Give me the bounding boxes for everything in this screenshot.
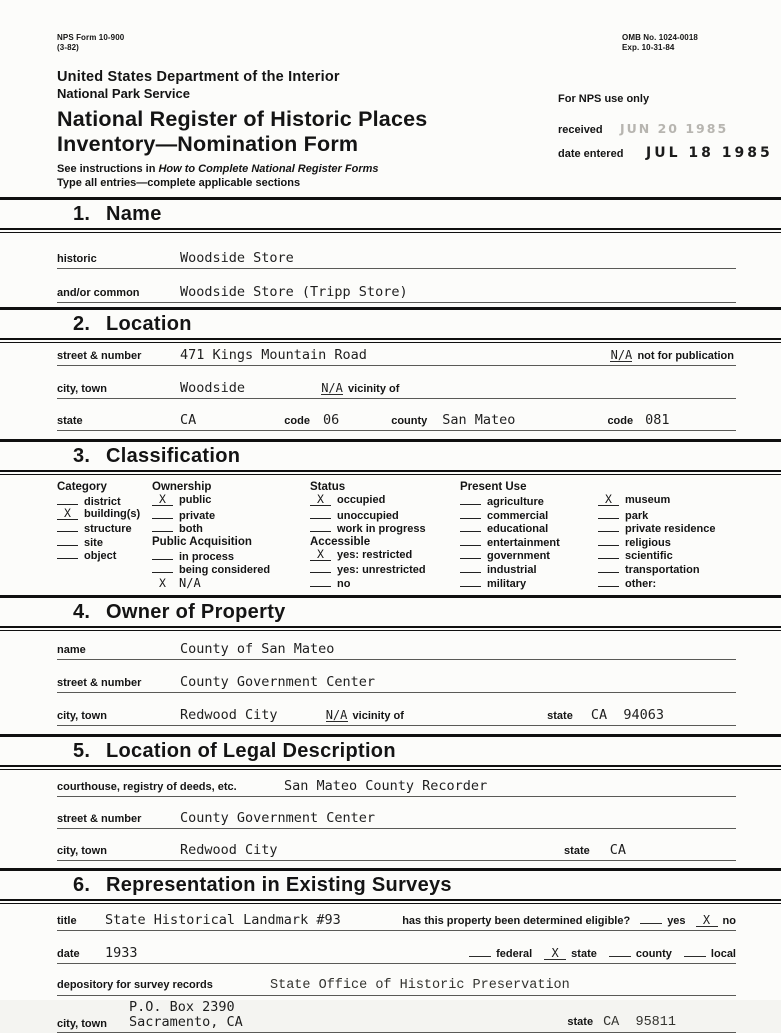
- historic-value: Woodside Store: [180, 250, 294, 266]
- option-buildings: [57, 505, 152, 522]
- instructions: [57, 163, 379, 190]
- checkbox-blank: X: [310, 550, 331, 561]
- section-3-name: Classification: [106, 445, 241, 467]
- federal-blank: [469, 945, 491, 957]
- omb-expiration: Exp. 10-31-84: [622, 42, 675, 52]
- checkbox-label: being considered: [179, 564, 271, 577]
- checkbox-label: no: [337, 577, 351, 590]
- date-entered-label: date entered: [558, 148, 624, 160]
- date-entered-stamp: JUL 18 1985: [646, 145, 773, 161]
- option-scientific: [598, 548, 736, 562]
- checkbox-blank: [152, 549, 173, 560]
- option-commercial: [460, 508, 598, 522]
- survey-level-group: [469, 945, 736, 960]
- local-blank: [684, 945, 706, 957]
- local-option-label: local: [710, 947, 736, 960]
- vicinity-group: [321, 383, 399, 395]
- legal-city-label: city, town: [57, 844, 107, 857]
- checkbox-label: work in progress: [337, 523, 426, 536]
- common-name-value: Woodside Store (Tripp Store): [180, 284, 408, 300]
- county-code-value: 081: [645, 412, 670, 428]
- option-unoccupied: [310, 508, 460, 522]
- vicinity-label: vicinity of: [348, 383, 400, 395]
- checkbox-label: building(s): [84, 507, 141, 520]
- owner-street-value: County Government Center: [180, 673, 376, 690]
- survey-state-group: [567, 1015, 676, 1030]
- owner-street-label: street & number: [57, 676, 142, 689]
- courthouse-value: San Mateo County Recorder: [284, 777, 488, 794]
- present-use-column-2: [598, 480, 736, 590]
- checkbox-blank: [152, 508, 173, 519]
- survey-city-line2: Sacramento, CA: [129, 1013, 243, 1030]
- checkbox-label: scientific: [625, 550, 673, 563]
- option-na: [152, 576, 310, 590]
- form-number: NPS Form 10-900: [57, 33, 125, 42]
- checkbox-blank: [57, 548, 78, 559]
- option-site: [57, 535, 152, 549]
- checkbox-blank: [460, 562, 481, 573]
- not-for-publication-label: not for publication: [637, 350, 734, 362]
- form-title-line2: Inventory—Nomination Form: [57, 131, 359, 156]
- field-row-owner-name: [57, 641, 736, 660]
- date-entered-row: [558, 145, 778, 161]
- owner-name-label: name: [57, 643, 86, 656]
- option-industrial: [460, 562, 598, 576]
- section-4-title: [0, 598, 781, 626]
- checkbox-blank: [310, 562, 331, 573]
- field-row-common-name: [57, 284, 736, 303]
- field-row-survey-city: [57, 1000, 736, 1033]
- status-column: [310, 480, 460, 590]
- checkbox-label: transportation: [625, 563, 700, 576]
- city-label: city, town: [57, 383, 107, 395]
- checkbox-label: structure: [84, 523, 132, 536]
- form-title: [57, 107, 427, 156]
- option-religious: [598, 535, 736, 549]
- option-yes-restricted: [310, 546, 460, 563]
- section-underline: [0, 470, 781, 475]
- street-value: 471 Kings Mountain Road: [180, 347, 367, 363]
- section-6-number: 6.: [73, 873, 91, 896]
- checkbox-blank: [152, 521, 173, 532]
- owner-state-value: CA 94063: [590, 706, 664, 723]
- county-blank: [609, 945, 631, 957]
- received-label: received: [558, 124, 603, 136]
- omb-block: [622, 33, 698, 52]
- present-use-header: Present Use: [460, 481, 527, 493]
- not-for-publication-mark: N/A: [610, 348, 633, 362]
- option-being-considered: [152, 562, 310, 576]
- bureau-name: National Park Service: [57, 86, 190, 101]
- checkbox-blank: [460, 576, 481, 587]
- survey-date-label: date: [57, 947, 80, 960]
- survey-date-value: 1933: [105, 944, 138, 961]
- section-underline: [0, 228, 781, 233]
- checkbox-label: private residence: [625, 523, 716, 536]
- section-2-header: [0, 307, 781, 343]
- eligible-yes-blank: [640, 912, 662, 924]
- option-both: [152, 521, 310, 535]
- survey-title-label: title: [57, 914, 77, 927]
- form-letterhead: [0, 0, 781, 197]
- section-6-title: [0, 871, 781, 899]
- checkbox-blank: X: [159, 575, 166, 590]
- state-code-value: 06: [322, 412, 340, 428]
- survey-title-value: State Historical Landmark #93: [105, 911, 341, 928]
- option-educational: [460, 521, 598, 535]
- option-park: [598, 508, 736, 522]
- owner-state-label: state: [547, 709, 573, 722]
- checkbox-blank: [152, 562, 173, 573]
- owner-name-value: County of San Mateo: [180, 640, 335, 657]
- section-2-title: [0, 310, 781, 338]
- section-underline: [0, 338, 781, 343]
- received-date-stamp: JUN 20 1985: [620, 121, 729, 136]
- nps-use-only-label: For NPS use only: [558, 93, 650, 105]
- section-underline: [0, 899, 781, 904]
- checkbox-blank: [57, 521, 78, 532]
- option-public: [152, 494, 310, 508]
- checkbox-label: both: [179, 523, 203, 536]
- section-1-title: [0, 200, 781, 228]
- checkbox-blank: [460, 508, 481, 519]
- option-district: [57, 494, 152, 508]
- state-label: state: [57, 415, 83, 427]
- checkbox-blank: X: [598, 495, 619, 506]
- option-private-residence: [598, 521, 736, 535]
- section-6-header: [0, 868, 781, 904]
- vicinity-mark: N/A: [321, 381, 343, 395]
- na-typed-value: N/A: [179, 575, 201, 590]
- section-3-title: [0, 442, 781, 470]
- eligible-no-label: no: [722, 914, 736, 927]
- owner-vicinity-mark: N/A: [325, 707, 348, 722]
- checkbox-label: commercial: [487, 509, 549, 522]
- checkbox-blank: [460, 535, 481, 546]
- federal-label: federal: [496, 947, 533, 960]
- checkbox-label: in process: [179, 550, 235, 563]
- county-value: San Mateo: [442, 412, 516, 428]
- checkbox-blank: [460, 548, 481, 559]
- state-blank: X: [544, 948, 566, 960]
- checkbox-label: military: [487, 577, 527, 590]
- field-row-depository: [57, 978, 736, 996]
- checkbox-blank: X: [310, 495, 331, 506]
- eligible-question: has this property been determined eligible?: [402, 914, 631, 927]
- section-1-name: Name: [106, 203, 162, 225]
- present-use-column: [460, 480, 598, 590]
- instructions-manual-title: How to Complete National Register Forms: [158, 163, 379, 175]
- historic-label: historic: [57, 253, 97, 265]
- state-option-label: state: [571, 947, 597, 960]
- owner-city-label: city, town: [57, 709, 107, 722]
- county-label: county: [391, 415, 428, 427]
- field-row-owner-street: [57, 674, 736, 693]
- checkbox-blank: [598, 576, 619, 587]
- legal-state-group: [564, 842, 626, 858]
- checkbox-blank: [460, 521, 481, 532]
- checkbox-label: occupied: [337, 494, 386, 506]
- form-revision: (3-82): [57, 42, 79, 52]
- form-number-block: [57, 33, 124, 52]
- instructions-line1: [57, 163, 379, 177]
- field-row-survey-title: [57, 912, 736, 931]
- option-occupied: [310, 494, 460, 508]
- field-row-city: [57, 380, 736, 399]
- checkbox-label: park: [625, 509, 649, 522]
- field-row-historic-name: [57, 250, 736, 269]
- section-5-number: 5.: [73, 739, 91, 762]
- field-row-legal-street: [57, 810, 736, 829]
- checkbox-label: site: [84, 536, 103, 549]
- ownership-header: Ownership: [152, 481, 212, 493]
- legal-city-value: Redwood City: [180, 841, 278, 858]
- checkbox-blank: [598, 508, 619, 519]
- section-4-name: Owner of Property: [106, 600, 286, 623]
- courthouse-label: courthouse, registry of deeds, etc.: [57, 780, 237, 793]
- option-other: [598, 576, 736, 590]
- checkbox-blank: X: [57, 509, 78, 520]
- checkbox-blank: [598, 562, 619, 573]
- checkbox-blank: X: [152, 495, 173, 506]
- legal-street-value: County Government Center: [180, 809, 376, 826]
- section-1-number: 1.: [73, 203, 91, 225]
- checkbox-blank: [598, 535, 619, 546]
- category-header: Category: [57, 481, 107, 493]
- field-row-street: [57, 347, 736, 366]
- status-header: Status: [310, 481, 346, 493]
- checkbox-blank: [598, 548, 619, 559]
- not-for-publication-group: [610, 350, 734, 362]
- county-option-label: county: [635, 947, 672, 960]
- instructions-line2: Type all entries—complete applicable sections: [57, 176, 301, 189]
- field-row-owner-city: [57, 707, 736, 726]
- option-government: [460, 548, 598, 562]
- checkbox-label: government: [487, 550, 550, 563]
- option-military: [460, 576, 598, 590]
- ownership-column: [152, 480, 310, 590]
- omb-number: OMB No. 1024-0018: [622, 33, 698, 42]
- checkbox-blank: [57, 494, 78, 505]
- legal-street-label: street & number: [57, 812, 142, 825]
- instructions-prefix: See instructions in: [57, 163, 159, 175]
- option-agriculture: [460, 494, 598, 508]
- checkbox-label: unoccupied: [337, 509, 399, 522]
- eligible-no-blank: X: [696, 915, 718, 927]
- checkbox-blank: [310, 521, 331, 532]
- section-2-name: Location: [106, 313, 192, 335]
- agency-name: United States Department of the Interior: [57, 69, 340, 85]
- legal-state-value: CA: [609, 841, 626, 858]
- survey-city-line1: P.O. Box 2390: [129, 998, 235, 1015]
- checkbox-label: industrial: [487, 563, 537, 576]
- checkbox-label: public: [179, 494, 212, 506]
- depository-label: depository for survey records: [57, 978, 213, 991]
- option-yes-unrestricted: [310, 562, 460, 576]
- code-label-2: code: [607, 415, 634, 427]
- option-object: [57, 548, 152, 562]
- owner-state-group: [547, 707, 664, 723]
- section-5-header: [0, 734, 781, 770]
- option-in-process: [152, 549, 310, 563]
- received-row: [558, 121, 758, 136]
- checkbox-label: object: [84, 550, 117, 563]
- section-5-title: [0, 737, 781, 765]
- option-entertainment: [460, 535, 598, 549]
- owner-vicinity-label: vicinity of: [352, 709, 404, 722]
- section-3-header: [0, 439, 781, 475]
- field-row-legal-city: [57, 842, 736, 861]
- section-1-header: [0, 197, 781, 233]
- category-column: [57, 480, 152, 590]
- checkbox-blank: [57, 535, 78, 546]
- survey-city-value: [129, 1000, 243, 1030]
- checkbox-label: agriculture: [487, 496, 544, 508]
- option-private: [152, 508, 310, 522]
- option-work-in-progress: [310, 521, 460, 535]
- section-underline: [0, 626, 781, 631]
- checkbox-label: private: [179, 509, 216, 522]
- eligible-yes-label: yes: [667, 914, 686, 927]
- section-4-number: 4.: [73, 600, 91, 623]
- checkbox-label: religious: [625, 536, 671, 549]
- section-2-number: 2.: [73, 313, 91, 335]
- survey-city-label: city, town: [57, 1017, 107, 1030]
- section-3-number: 3.: [73, 445, 91, 467]
- code-label: code: [284, 415, 310, 427]
- section-6-name: Representation in Existing Surveys: [106, 873, 452, 896]
- checkbox-blank: [310, 576, 331, 587]
- section-underline: [0, 765, 781, 770]
- field-row-courthouse: [57, 778, 736, 797]
- checkbox-label: educational: [487, 523, 549, 536]
- option-no: [310, 576, 460, 590]
- accessible-header: Accessible: [310, 535, 371, 548]
- checkbox-label: yes: restricted: [337, 548, 413, 561]
- section-5-name: Location of Legal Description: [106, 739, 396, 762]
- legal-state-label: state: [564, 844, 590, 857]
- checkbox-label: district: [84, 496, 121, 508]
- field-row-survey-date: [57, 945, 736, 964]
- survey-state-value: CA 95811: [603, 1014, 676, 1030]
- option-museum: [598, 494, 736, 508]
- survey-state-label: state: [567, 1015, 594, 1028]
- checkbox-label: yes: unrestricted: [337, 564, 426, 577]
- column-spacer: [598, 480, 736, 494]
- eligible-group: [402, 912, 736, 927]
- public-acquisition-header: Public Acquisition: [152, 535, 252, 548]
- street-label: street & number: [57, 350, 142, 362]
- checkbox-blank: [460, 494, 481, 505]
- city-value: Woodside: [180, 380, 246, 396]
- form-title-line1: National Register of Historic Places: [57, 107, 428, 131]
- checkbox-blank: [310, 508, 331, 519]
- field-row-state: [57, 412, 736, 431]
- depository-value: State Office of Historic Preservation: [270, 977, 570, 993]
- checkbox-label: other:: [625, 577, 657, 590]
- option-structure: [57, 521, 152, 535]
- owner-vicinity-group: [325, 707, 404, 722]
- checkbox-label: museum: [625, 494, 671, 506]
- common-name-label: and/or common: [57, 287, 140, 299]
- section-4-header: [0, 595, 781, 631]
- state-value: CA: [180, 412, 197, 428]
- classification-grid: [57, 480, 736, 590]
- checkbox-blank: [598, 521, 619, 532]
- checkbox-label: entertainment: [487, 536, 560, 549]
- option-transportation: [598, 562, 736, 576]
- owner-city-value: Redwood City: [180, 706, 278, 723]
